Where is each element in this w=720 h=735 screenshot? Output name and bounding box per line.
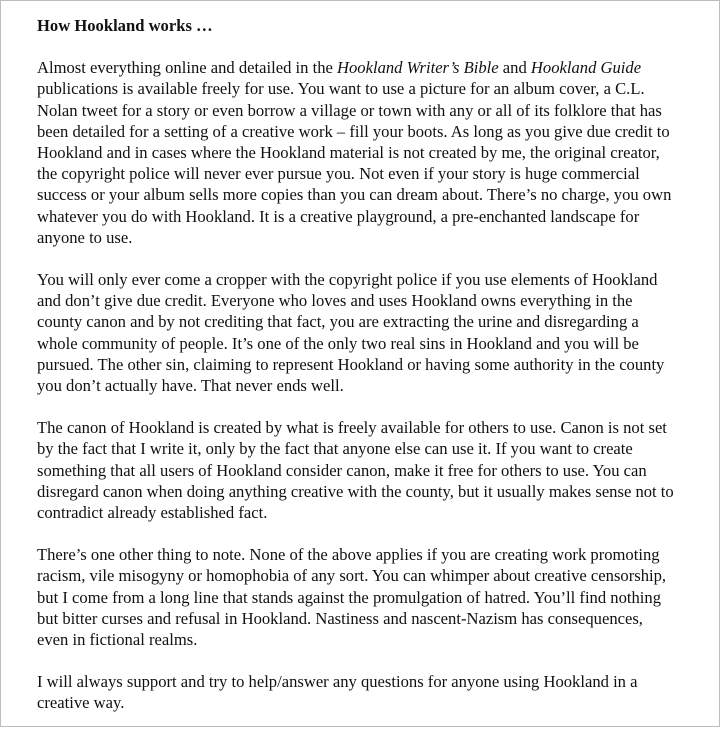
writers-bible-title: Hookland Writer’s Bible (337, 58, 499, 78)
hookland-guide-title: Hookland Guide (530, 58, 642, 78)
document-title: How Hookland works … (37, 16, 213, 35)
paragraph-canon: The canon of Hookland is created by what is freely available for others to use. Canon is not set by the fact that I write it, only by the fact that anyone else can use it. If you want to create something that all users of Hookland consider canon, make it free for others to use. You can disregard canon when doing anything creative with the county, but it usually makes sense not to contradict already established fact. (37, 418, 674, 523)
paragraph-usage-text-c: publications is available freely for use. You want to use a picture for an album cover, a C.L. Nolan tweet for a story or even borrow a village or town with any or all of its folklore that has been detailed for a setting of a creative work – fill your boots. As long as you give due credit to Hookland and in cases where the Hookland material is not created by me, the original creator, the copyright police will never ever pursue you. Not even if your story is huge commercial success or your album sells more copies than you can dream about. There’s no charge, you own whatever you do with Hookland. It is a creative playground, a pre-enchanted landscape for anyone to use. (37, 79, 672, 247)
paragraph-support: I will always support and try to help/answer any questions for anyone using Hookland in a creative way. (37, 672, 638, 713)
paragraph-copyright: You will only ever come a cropper with the copyright police if you use elements of Hookland and don’t give due credit. Everyone who loves and uses Hookland owns everything in the county canon and by not crediting that fact, you are extracting the urine and disregarding a whole community of people. It’s one of the only two real sins in Hookland and you will be pursued. The other sin, claiming to represent Hookland or having some authority in the county you don’t actually have. That never ends well. (37, 270, 665, 396)
paragraph-hatred: There’s one other thing to note. None of the above applies if you are creating work promoting racism, vile misogyny or homophobia of any sort. You can whimper about creative censorship, but I come from a long line that stands against the promulgation of hatred. You’ll find nothing but bitter curses and refusal in Hookland. Nastiness and nascent-Nazism has consequences, even in fictional realms. (37, 545, 667, 650)
document-body (37, 15, 677, 735)
paragraph-usage-text-b: and (498, 58, 531, 78)
paragraph-usage-text-a: Almost everything online and detailed in the (37, 58, 338, 78)
paragraph-usage (37, 57, 677, 248)
